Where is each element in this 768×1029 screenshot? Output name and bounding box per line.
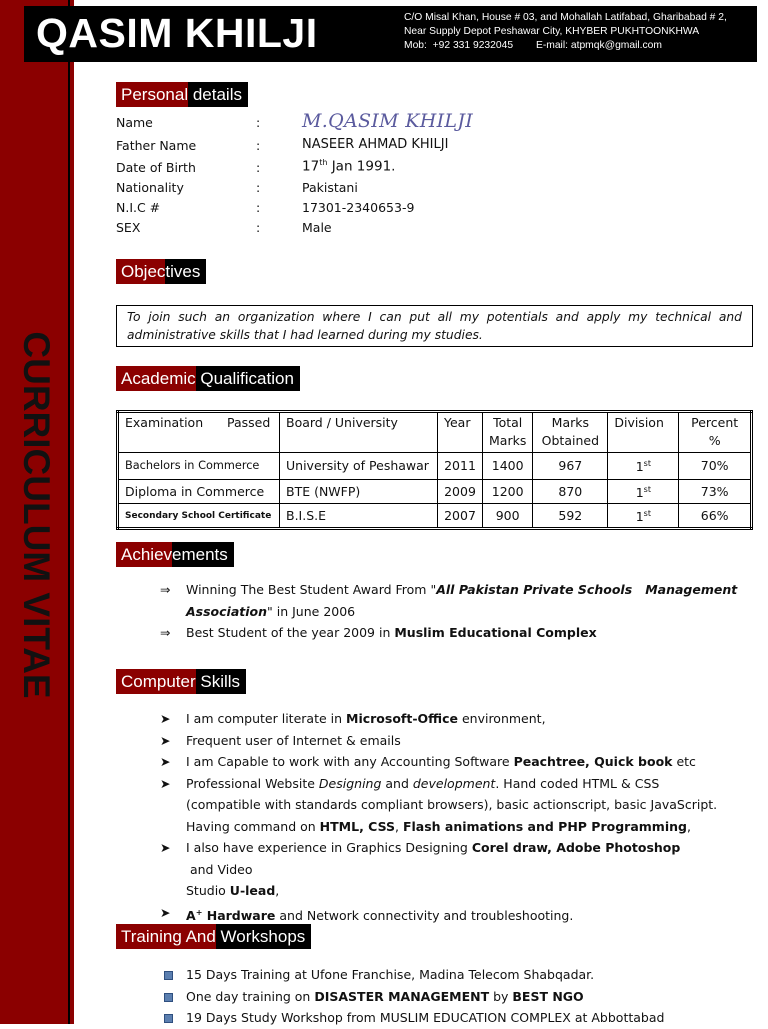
- label-sex: SEX: [116, 220, 141, 235]
- cell-total: 900: [483, 504, 533, 529]
- colon: :: [256, 138, 261, 153]
- list-item: ➤ Professional Website Designing and development. Hand coded HTML & CSS (compatible with standards compliant browsers), basic actionscript, basic JavaScript. Having command on HTML, CSS, Flash animations and PHP Programming,: [160, 773, 735, 838]
- cell-total: 1400: [483, 453, 533, 480]
- cell-year: 2009: [438, 480, 483, 504]
- cell-board: BTE (NWFP): [280, 480, 438, 504]
- value-nic: 17301-2340653-9: [302, 200, 415, 215]
- list-item: 19 Days Study Workshop from MUSLIM EDUCATION COMPLEX at Abbottabad: [160, 1007, 740, 1029]
- cell-division: 1st: [608, 480, 679, 504]
- square-bullet-icon: [164, 971, 173, 980]
- label-name: Name: [116, 115, 153, 130]
- list-item: ➤ A+ Hardware and Network connectivity and troubleshooting.: [160, 902, 735, 927]
- label-nationality: Nationality: [116, 180, 184, 195]
- list-item: ➤ Frequent user of Internet & emails: [160, 730, 735, 752]
- address-line-2: Near Supply Depot Peshawar City, KHYBER PUKHTOONKHWA: [404, 26, 700, 37]
- rightwards-double-arrow-icon: ⇒: [160, 582, 171, 597]
- training-heading: Training And Workshops: [116, 924, 311, 949]
- contact-block: [404, 11, 756, 53]
- square-bullet-icon: [164, 993, 173, 1002]
- arrowhead-bullet-icon: ➤: [160, 711, 171, 726]
- training-list: [160, 964, 740, 1029]
- cell-obtained: 967: [533, 453, 608, 480]
- rightwards-double-arrow-icon: ⇒: [160, 625, 171, 640]
- list-item: One day training on DISASTER MANAGEMENT by BEST NGO: [160, 986, 740, 1008]
- list-item: ⇒ Best Student of the year 2009 in Muslim Educational Complex: [160, 622, 740, 644]
- computer-skills-list: [160, 708, 735, 926]
- arrowhead-bullet-icon: ➤: [160, 754, 171, 769]
- value-dob: 17th Jan 1991.: [302, 158, 396, 175]
- cell-exam: Secondary School Certificate: [118, 504, 280, 529]
- cell-obtained: 592: [533, 504, 608, 529]
- arrowhead-bullet-icon: ➤: [160, 732, 171, 748]
- value-father-name: NASEER AHMAD KHILJI: [302, 137, 449, 152]
- value-sex: Male: [302, 220, 332, 235]
- achievements-heading: Achiev ements: [116, 542, 234, 567]
- colon: :: [256, 220, 261, 235]
- col-board: Board / University: [280, 412, 438, 453]
- cell-year: 2011: [438, 453, 483, 480]
- computer-skills-heading: Computer Skills: [116, 669, 246, 694]
- sidebar-title: CURRICULUM VITAE: [16, 331, 57, 699]
- cell-percent: 70%: [679, 453, 752, 480]
- label-father-name: Father Name: [116, 138, 197, 153]
- cell-exam: Diploma in Commerce: [118, 480, 280, 504]
- col-examination: Examination Passed: [118, 412, 280, 453]
- label-dob: Date of Birth: [116, 160, 196, 175]
- cell-obtained: 870: [533, 480, 608, 504]
- colon: :: [256, 115, 261, 130]
- colon: :: [256, 200, 261, 215]
- table-header-row: [118, 412, 752, 453]
- table-row: [118, 480, 752, 504]
- list-item: 15 Days Training at Ufone Franchise, Madina Telecom Shabqadar.: [160, 964, 740, 986]
- arrowhead-bullet-icon: ➤: [160, 775, 171, 791]
- cell-year: 2007: [438, 504, 483, 529]
- label-nic: N.I.C #: [116, 200, 161, 215]
- square-bullet-icon: [164, 1014, 173, 1023]
- value-name: M.QASIM KHILJI: [302, 110, 474, 132]
- cell-division: 1st: [608, 504, 679, 529]
- address-line-1: C/O Misal Khan, House # 03, and Mohallah Latifabad, Gharibabad # 2,: [404, 12, 727, 23]
- cell-board: B.I.S.E: [280, 504, 438, 529]
- cell-division: 1st: [608, 453, 679, 480]
- col-percent: Percent %: [679, 412, 752, 453]
- list-item: ⇒ Winning The Best Student Award From "All Pakistan Private Schools Management Association" in June 2006: [160, 579, 740, 622]
- table-row: [118, 453, 752, 480]
- sidebar-divider: [68, 0, 70, 1024]
- col-total-marks: Total Marks: [483, 412, 533, 453]
- col-year: Year: [438, 412, 483, 453]
- objectives-heading: Objec tives: [116, 259, 206, 284]
- personal-details-heading: Personal details: [116, 82, 248, 107]
- cell-percent: 73%: [679, 480, 752, 504]
- list-item: ➤ I am Capable to work with any Accounting Software Peachtree, Quick book etc: [160, 751, 735, 773]
- col-marks-obtained: Marks Obtained: [533, 412, 608, 453]
- col-division: Division: [608, 412, 679, 453]
- cell-total: 1200: [483, 480, 533, 504]
- value-nationality: Pakistani: [302, 180, 358, 195]
- cell-exam: Bachelors in Commerce: [118, 453, 280, 480]
- objectives-text: To join such an organization where I can put all my potentials and apply my technical and administrative skills that I had learned during my studies.: [116, 305, 753, 347]
- candidate-name: QASIM KHILJI: [36, 10, 318, 56]
- cell-percent: 66%: [679, 504, 752, 529]
- arrowhead-bullet-icon: ➤: [160, 904, 171, 920]
- arrowhead-bullet-icon: ➤: [160, 840, 171, 855]
- table-row: [118, 504, 752, 529]
- list-item: ➤ I also have experience in Graphics Designing Corel draw, Adobe Photoshop and Video Studio U-lead,: [160, 837, 735, 902]
- achievements-list: [160, 579, 740, 644]
- cell-board: University of Peshawar: [280, 453, 438, 480]
- colon: :: [256, 180, 261, 195]
- academic-table: [116, 410, 753, 530]
- colon: :: [256, 160, 261, 175]
- contact-line: Mob: +92 331 9232045 E-mail: atpmqk@gmail.com: [404, 40, 662, 51]
- academic-heading: Academic Qualification: [116, 366, 300, 391]
- list-item: ➤ I am computer literate in Microsoft-Office environment,: [160, 708, 735, 730]
